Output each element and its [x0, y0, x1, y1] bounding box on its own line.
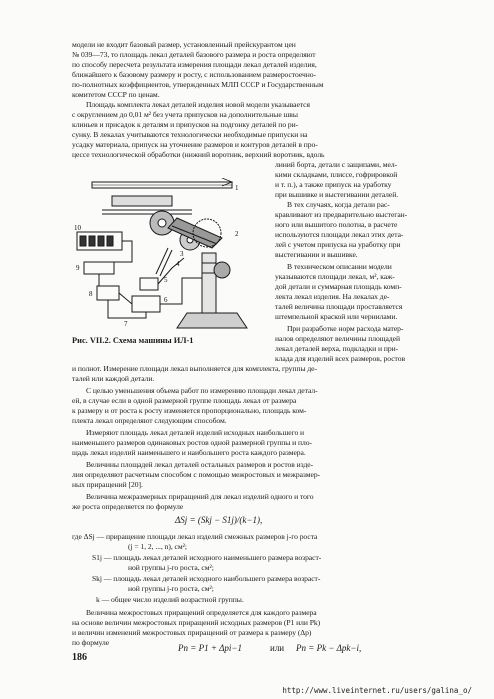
text-line: с округлением до 0,01 м² без учета припусков на дополнительные швы — [72, 110, 298, 119]
text-line: (j = 1, 2, ..., n), см²; — [128, 542, 187, 551]
text-line: талей величина площади проставляется — [275, 302, 403, 311]
text-line: талей или каждой детали. — [72, 374, 155, 383]
text-line: клада для изделий всех размеров, ростов — [275, 354, 405, 363]
formula-growth-right: Pn = Pk − Δpk−i, — [296, 643, 362, 653]
text-line: указываются площади лекал, м², каж- — [275, 272, 395, 281]
text-line: линий борта, детали с защипами, мел- — [275, 160, 398, 169]
text-line: Площадь комплекта лекал деталей изделия новой модели указывается — [86, 100, 310, 109]
text-line: к размеру и от роста к росту изменяется пропорционально, площадь ком- — [72, 406, 307, 415]
text-line: № 039—73, то площадь лекал деталей базового размера и роста определяют — [72, 50, 316, 59]
text-line: на основе величин межростовых приращений исходных размеров (P1 или Pk) — [72, 618, 321, 627]
text-line: при вышивке и выстегивании деталей. — [275, 190, 399, 199]
text-line: дой детали и суммарная площадь комп- — [275, 282, 402, 291]
text-line: кими складками, плиссе, гофрировкой — [275, 170, 398, 179]
text-line: лекал деталей верха, подкладки и при- — [275, 344, 399, 353]
text-line: сунку. В лекалах учитываются технологически необходимые припуски на — [72, 130, 308, 139]
text-line: комитетом СССР по ценам. — [72, 90, 160, 99]
text-line: Skj — площадь лекал деталей исходного наибольшего размера возраст- — [92, 574, 321, 583]
text-line: лей с учетом припуска на уработку при — [275, 240, 401, 249]
machine-diagram — [72, 178, 262, 332]
fig-label: 7 — [124, 320, 128, 328]
text-line: цессе технологической обработки (нижний воротник, верхний воротник, вдоль — [72, 150, 325, 159]
text-line: ной группы j-го роста, см²; — [128, 563, 214, 572]
text-line: и т. п.), а также припуск на уработку — [275, 180, 392, 189]
text-line: В тех случаях, когда детали рас- — [287, 200, 390, 209]
text-line: При разработке норм расхода матер- — [287, 324, 404, 333]
fig-label: 3 — [180, 250, 184, 258]
fig-label: 8 — [89, 290, 93, 298]
text-line: ей, в случае если в одной размерной группе площадь лекал от размера — [72, 396, 297, 405]
text-line: кравливают из предварительно выстеган- — [275, 210, 408, 219]
page-number: 186 — [72, 652, 87, 663]
text-line: лия определяют расчетным способом с помощью межростовых и межразмер- — [72, 470, 321, 479]
text-line: Величины площадей лекал деталей остальных размеров и ростов изде- — [86, 460, 314, 469]
formula-increment: ΔSj = (Skj − S1j)/(k−1), — [175, 515, 263, 525]
text-line: же роста определяется по формуле — [72, 502, 184, 511]
text-line: ных приращений [20]. — [72, 480, 143, 489]
text-line: штемпельной краской или чернилами. — [275, 312, 398, 321]
figure-caption: Рис. VII.2. Схема машины ИЛ-1 — [72, 336, 194, 345]
fig-label: 6 — [164, 296, 168, 304]
text-line: выстегивании и вышивке. — [275, 250, 358, 259]
watermark-url[interactable]: http://www.liveinternet.ru/users/galina_o/ — [282, 686, 472, 695]
text-line: по-полнотных коэффициентов, утвержденных МЛП СССР и Государственным — [72, 80, 324, 89]
text-line: ближайшего к базовому размеру и росту, с использованием размеростоечно- — [72, 70, 316, 79]
text-line: ной группы j-го роста, см²; — [128, 584, 214, 593]
text-line: щадь лекал изделий наименьшего и наибольшего роста каждого размера. — [72, 448, 306, 457]
fig-label: 9 — [76, 264, 80, 272]
text-line: усадку материала, припуск на уточнение размеров и контуров деталей в про- — [72, 140, 318, 149]
text-line: по способу пересчета результата измерения площади лекал деталей изделия, — [72, 60, 317, 69]
text-line: плекта лекал определяют следующим способом. — [72, 416, 227, 425]
unit-box — [97, 286, 119, 300]
fig-label: 4 — [176, 260, 180, 268]
fig-label: 2 — [235, 230, 239, 238]
fig-label: 1 — [235, 184, 239, 192]
text-line: модели не входит базовый размер, установленный прейскурантом цен — [72, 40, 296, 49]
text-line: ного или вышитого полотна, в расчете — [275, 220, 398, 229]
text-line: и величин изменений межростовых приращений от размера к размеру (Δp) — [72, 628, 312, 637]
unit-box — [140, 278, 158, 290]
formula-growth-or: или — [270, 643, 285, 653]
text-line: С целью уменьшения объема работ по измерению площади лекал детал- — [86, 386, 318, 395]
text-line: по формуле — [72, 638, 110, 647]
text-line: S1j — площадь лекал деталей исходного наименьшего размера возраст- — [92, 553, 322, 562]
text-line: Измеряют площадь лекал деталей изделий исходных наибольшего и — [86, 428, 305, 437]
column — [202, 253, 216, 313]
text-line: наименьшего размеров одинаковых ростов одной размерной группы и пло- — [72, 438, 313, 447]
text-line: Величина межростовых приращений определяется для каждого размера — [86, 608, 317, 617]
unit-box — [84, 262, 114, 274]
fig-label: 10 — [74, 224, 81, 232]
text-line: используются площади лекал этих дета- — [275, 230, 404, 239]
text-line: Величина межразмерных приращений для лекал изделий одного и того — [86, 492, 314, 501]
text-line: иалов определяют величины площадей — [275, 334, 400, 343]
text-line: k — общее число изделий возрастной группы. — [96, 595, 244, 604]
feed-block — [112, 196, 172, 206]
unit-box — [132, 296, 160, 312]
text-line: клиньев и присадок к деталям и припусков на подгонку деталей по ри- — [72, 120, 299, 129]
text-line: лекта лекал изделия. На лекалах де- — [275, 292, 390, 301]
formula-growth-left: Pn = P1 + Δpi−1 — [178, 643, 242, 653]
fig-label: 5 — [164, 276, 168, 284]
text-line: где ΔSj — приращение площади лекал изделий смежных размеров j-го роста — [72, 532, 318, 541]
text-line: В техническом описании модели — [287, 262, 392, 271]
text-line: и полнот. Измерение площади лекал выполняется для комплекта, группы де- — [72, 364, 317, 373]
